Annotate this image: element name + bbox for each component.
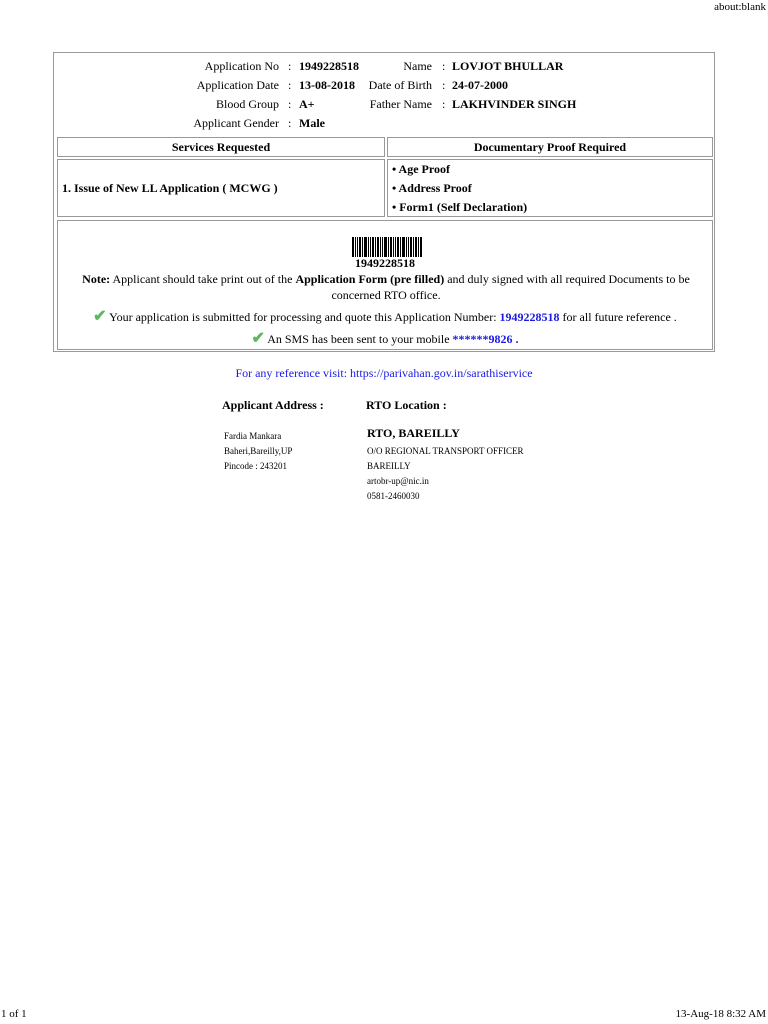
checkmark-icon: ✔ (251, 330, 265, 347)
barcode-number: 1949228518 (355, 256, 415, 270)
sms-text: An SMS has been sent to your mobile (267, 332, 453, 346)
colon: : (442, 78, 446, 92)
app-no-value: 1949228518 (299, 59, 359, 73)
submitted-text-post: for all future reference . (559, 310, 677, 324)
confirmation-panel (57, 220, 713, 350)
blood-label: Blood Group (216, 97, 279, 111)
dob-value: 24-07-2000 (452, 78, 508, 92)
address-line: Baheri,Bareilly,UP (224, 446, 293, 456)
application-box (53, 52, 715, 352)
colon: : (288, 78, 292, 92)
submitted-app-number: 1949228518 (499, 310, 560, 324)
address-line: Pincode : 243201 (224, 461, 287, 471)
barcode-image (352, 237, 422, 257)
blood-value: A+ (299, 97, 315, 111)
note-line-2: concerned RTO office. (331, 288, 441, 302)
colon: : (288, 59, 292, 73)
reference-link[interactable]: For any reference visit: https://parivahan.gov.in/sarathiservice (235, 366, 533, 380)
colon: : (288, 97, 292, 111)
app-date-value: 13-08-2018 (299, 78, 355, 92)
url-label: about:blank (714, 1, 766, 13)
services-header: Services Requested (57, 137, 385, 157)
colon: : (442, 59, 446, 73)
colon: : (288, 116, 292, 130)
service-item: 1. Issue of New LL Application ( MCWG ) (57, 159, 385, 217)
checkmark-icon: ✔ (93, 308, 107, 325)
applicant-address-header: Applicant Address : (222, 398, 324, 412)
name-value: LOVJOT BHULLAR (452, 59, 564, 73)
print-datetime: 13-Aug-18 8:32 AM (675, 1008, 766, 1020)
proof-item: • Form1 (Self Declaration) (392, 200, 528, 214)
rto-line: O/O REGIONAL TRANSPORT OFFICER (367, 446, 524, 456)
rto-line: BAREILLY (367, 461, 411, 471)
address-line: Fardia Mankara (224, 431, 282, 441)
rto-line: artobr-up@nic.in (367, 476, 429, 486)
page-number: 1 of 1 (1, 1008, 27, 1020)
note-label: Note: (82, 272, 111, 286)
app-no-label: Application No (204, 59, 279, 73)
colon: : (442, 97, 446, 111)
sms-mobile: ******9826 . (452, 332, 519, 346)
dob-label: Date of Birth (368, 78, 432, 92)
rto-line: 0581-2460030 (367, 491, 420, 501)
sms-message (58, 331, 712, 347)
note-text-pre: Applicant should take print out of the (110, 272, 296, 286)
gender-value: Male (299, 116, 325, 130)
proof-item: • Age Proof (392, 162, 450, 176)
submitted-text: Your application is submitted for processing and quote this Application Number: (109, 310, 500, 324)
gender-label: Applicant Gender (193, 116, 279, 130)
proof-item: • Address Proof (392, 181, 472, 195)
note-text (68, 271, 704, 303)
proof-list (387, 159, 713, 217)
father-label: Father Name (369, 97, 432, 111)
note-text-post: and duly signed with all required Documents to be (444, 272, 690, 286)
note-form-name: Application Form (pre filled) (295, 272, 445, 286)
rto-location-header: RTO Location : (366, 398, 447, 412)
rto-address (367, 444, 524, 504)
app-date-label: Application Date (196, 78, 279, 92)
proof-header: Documentary Proof Required (387, 137, 713, 157)
rto-name: RTO, BAREILLY (367, 426, 460, 440)
father-value: LAKHVINDER SINGH (452, 97, 577, 111)
applicant-address (224, 429, 292, 474)
name-label: Name (403, 59, 432, 73)
submitted-message (58, 309, 712, 325)
